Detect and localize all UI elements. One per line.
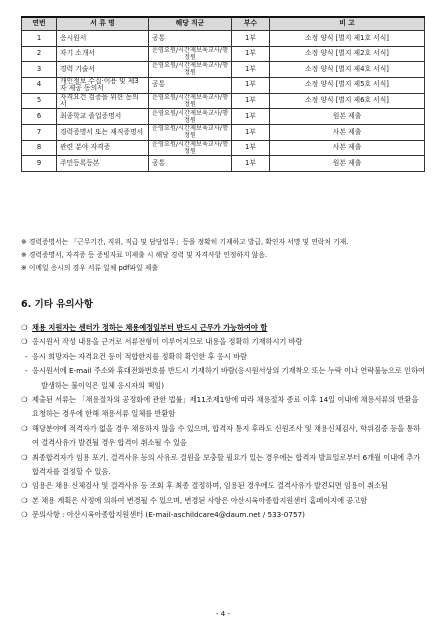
table-row bbox=[22, 93, 425, 109]
table-row bbox=[22, 140, 425, 156]
row-job: 운영요원/시간제보육교사/행정원 bbox=[149, 140, 232, 156]
row-job: 운영요원/시간제보육교사/행정원 bbox=[149, 125, 232, 141]
row-no: 3 bbox=[22, 62, 57, 78]
row-note: 소정 양식 [별지 제6호 서식] bbox=[270, 93, 425, 109]
row-copies: 1부 bbox=[232, 62, 270, 78]
row-doc-name: 경력증명서 또는 재직증명서 bbox=[57, 125, 149, 141]
dash-bullet-icon: - bbox=[25, 351, 28, 361]
circle-bullet-icon: ❍ bbox=[21, 395, 28, 405]
note-line: ※ 경력증명서, 자격증 등 증빙자료 미제출 시 해당 경력 및 자격사항 인정하지 않음. bbox=[21, 251, 268, 259]
row-note: 원본 제출 bbox=[270, 109, 425, 125]
list-item-text: 제출된 서류는 「채용절차의 공정화에 관한 법률」제11조제1항에 따라 채용절차 종료 이후 14일 이내에 채용서류의 반환을 요청하는 경우에 한해 채용서류 일체를 반환함 bbox=[32, 395, 419, 419]
row-doc-name: 개인정보 수집·이용 및 제3자 제공 동의서 bbox=[57, 77, 149, 93]
row-doc-name: 자격요건 검증을 위한 동의서 bbox=[57, 93, 149, 109]
circle-bullet-icon: ❍ bbox=[21, 337, 28, 347]
page-number: - 4 - bbox=[216, 610, 230, 618]
header-copies: 부수 bbox=[232, 17, 270, 31]
list-item bbox=[21, 335, 426, 349]
row-job: 공통 bbox=[149, 31, 232, 47]
row-job: 공통 bbox=[149, 77, 232, 93]
row-doc-name: 최종학교 졸업증명서 bbox=[57, 109, 149, 125]
list-item-text: 본 채용 계획은 사정에 의하여 변경될 수 있으며, 변경된 사항은 아산시육아종합지원센터 홈페이지에 공고함 bbox=[32, 495, 368, 505]
row-note: 소정 양식 [별지 제2호 서식] bbox=[270, 46, 425, 62]
row-note: 사본 제출 bbox=[270, 125, 425, 141]
header-job: 해당 직군 bbox=[149, 17, 232, 31]
table-row bbox=[22, 109, 425, 125]
row-no: 8 bbox=[22, 140, 57, 156]
row-copies: 1부 bbox=[232, 156, 270, 172]
list-item bbox=[21, 451, 426, 480]
row-copies: 1부 bbox=[232, 109, 270, 125]
row-note: 소정 양식 [별지 제1호 서식] bbox=[270, 31, 425, 47]
circle-bullet-icon: ❍ bbox=[21, 510, 28, 520]
row-doc-name: 관련 분야 자격증 bbox=[57, 140, 149, 156]
row-no: 7 bbox=[22, 125, 57, 141]
header-note: 비 고 bbox=[270, 17, 425, 31]
row-copies: 1부 bbox=[232, 93, 270, 109]
row-job: 운영요원/시간제보육교사/행정원 bbox=[149, 93, 232, 109]
row-copies: 1부 bbox=[232, 140, 270, 156]
table-row bbox=[22, 125, 425, 141]
table-row bbox=[22, 77, 425, 93]
row-doc-name: 자기 소개서 bbox=[57, 46, 149, 62]
row-note: 소정 양식 [별지 제4호 서식] bbox=[270, 62, 425, 78]
table-header-row bbox=[22, 17, 425, 31]
list-item-text: 응시원서에 E-mail 주소와 휴대전화번호를 반드시 기재하기 바람(응시원서상의 기재착오 또는 누락 이나 연락불능으로 인하여 발생하는 불이익은 일체 응시자의 책임) bbox=[32, 366, 425, 390]
row-no: 9 bbox=[22, 156, 57, 172]
note-line: ※ 경력증명서는 「근무기간, 직위, 직급 및 담당업무」등을 정확히 기재하고 발급, 확인자 서명 및 연락처 기재. bbox=[21, 238, 349, 246]
sub-list-item bbox=[21, 364, 426, 393]
row-copies: 1부 bbox=[232, 77, 270, 93]
list-item-text: 문의사항 : 아산시육아종합지원센터 (E-mail-aschildcare4@daum.net / 533-0757) bbox=[32, 510, 305, 520]
row-doc-name: 주민등록등본 bbox=[57, 156, 149, 172]
row-job: 공통 bbox=[149, 156, 232, 172]
list-item-text: 채용 지원자는 센터가 정하는 채용예정일부터 반드시 근무가 가능하여야 함 bbox=[32, 323, 268, 332]
row-job: 운영요원/시간제보육교사/행정원 bbox=[149, 109, 232, 125]
list-item bbox=[21, 508, 426, 522]
row-no: 5 bbox=[22, 93, 57, 109]
table-row bbox=[22, 31, 425, 47]
notice-list bbox=[21, 321, 426, 523]
list-item bbox=[21, 422, 426, 451]
circle-bullet-icon: ❍ bbox=[21, 481, 28, 491]
table-row bbox=[22, 62, 425, 78]
list-item bbox=[21, 393, 426, 422]
circle-bullet-icon: ❍ bbox=[21, 323, 28, 332]
list-item-text: 응시원서 작성 내용을 근거로 서류전형이 이루어지므로 내용을 정확히 기재하시기 바람 bbox=[32, 337, 303, 347]
list-item-text: 응시 희망자는 자격요건 등이 적합한지를 정확히 확인한 후 응시 바람 bbox=[32, 351, 247, 361]
row-copies: 1부 bbox=[232, 46, 270, 62]
header-doc-name: 서 류 명 bbox=[57, 17, 149, 31]
documents-table bbox=[21, 16, 425, 172]
list-item bbox=[21, 321, 426, 335]
row-doc-name: 경력 기술서 bbox=[57, 62, 149, 78]
list-item-text: 최종합격자가 임용 포기, 결격사유 등의 사유로 결원을 보충할 필요가 있는 경우에는 합격자 발표일로부터 6개월 이내에 추가합격자를 결정할 수 있음. bbox=[32, 452, 421, 477]
notes bbox=[21, 236, 348, 275]
row-no: 1 bbox=[22, 31, 57, 47]
row-copies: 1부 bbox=[232, 31, 270, 47]
row-no: 4 bbox=[22, 77, 57, 93]
table-row bbox=[22, 156, 425, 172]
section-title: 6. 기타 유의사항 bbox=[21, 299, 93, 310]
list-item-text: 해당분야에 적격자가 없을 경우 채용하지 않을 수 있으며, 합격자 통지 후라도 신원조사 및 채용신체검사, 학위검증 등을 통하여 결격사유가 발견될 경우 합격이 취소될 수 있음 bbox=[32, 423, 421, 448]
circle-bullet-icon: ❍ bbox=[21, 452, 28, 462]
row-doc-name: 응시원서 bbox=[57, 31, 149, 47]
row-no: 6 bbox=[22, 109, 57, 125]
row-copies: 1부 bbox=[232, 125, 270, 141]
note-line: ※ 이메일 응시의 경우 서류 일체 pdf파일 제출 bbox=[21, 264, 158, 272]
list-item-text: 임용은 채용 신체검사 및 결격사유 등 조회 후 최종 결정하며, 임용된 경우에도 결격사유가 발견되면 임용이 취소됨 bbox=[32, 481, 388, 491]
list-item bbox=[21, 494, 426, 508]
header-no: 연번 bbox=[22, 17, 57, 31]
row-no: 2 bbox=[22, 46, 57, 62]
sub-list-item bbox=[21, 350, 426, 364]
row-job: 운영요원/시간제보육교사/행정원 bbox=[149, 46, 232, 62]
circle-bullet-icon: ❍ bbox=[21, 495, 28, 505]
table-row bbox=[22, 46, 425, 62]
list-item bbox=[21, 479, 426, 493]
row-note: 소정 양식 [별지 제5호 서식] bbox=[270, 77, 425, 93]
row-note: 원본 제출 bbox=[270, 156, 425, 172]
row-job: 운영요원/시간제보육교사/행정원 bbox=[149, 62, 232, 78]
circle-bullet-icon: ❍ bbox=[21, 423, 28, 433]
row-note: 사본 제출 bbox=[270, 140, 425, 156]
dash-bullet-icon: - bbox=[25, 366, 28, 376]
